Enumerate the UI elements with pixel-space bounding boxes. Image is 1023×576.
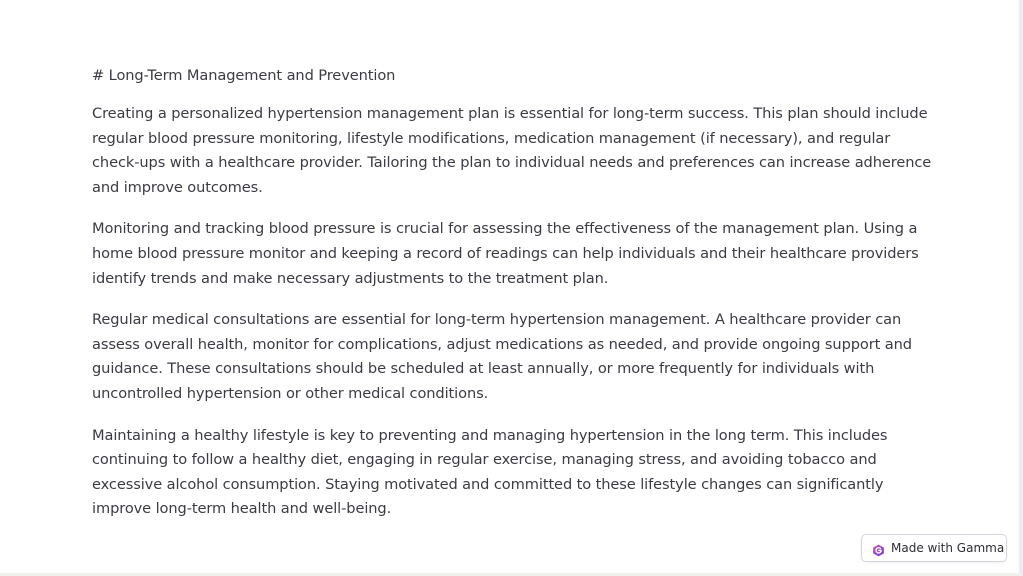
made-with-gamma-button[interactable]	[861, 534, 1007, 562]
slide-content	[92, 64, 934, 539]
viewport-right-edge	[1019, 0, 1023, 576]
gamma-logo-icon	[872, 542, 885, 555]
paragraph-consultations: Regular medical consultations are essential for long-term hypertension management. A healthcare provider can assess overall health, monitor for complications, adjust medications as needed, and provide ongoing support and guidance. These consultations should be scheduled at least annually, or more frequently for individuals with uncontrolled hypertension or other medical conditions.	[92, 311, 912, 402]
slide-heading: # Long-Term Management and Prevention	[92, 67, 396, 84]
made-with-gamma-label: Made with Gamma	[891, 541, 1005, 555]
paragraph-monitoring: Monitoring and tracking blood pressure is crucial for assessing the effectiveness of the management plan. Using a home blood pressure monitor and keeping a record of readings can help individuals and their healthcare providers identify trends and make necessary adjustments to the treatment plan.	[92, 220, 919, 287]
paragraph-management-plan: Creating a personalized hypertension management plan is essential for long-term success. This plan should include regular blood pressure monitoring, lifestyle modifications, medication management (if necessary), and regular check-ups with a healthcare provider. Tailoring the plan to individual needs and preferences can increase adherence and improve outcomes.	[92, 105, 932, 196]
paragraph-healthy-lifestyle: Maintaining a healthy lifestyle is key to preventing and managing hypertension in the long term. This includes continuing to follow a healthy diet, engaging in regular exercise, managing stress, and avoiding tobacco and excessive alcohol consumption. Staying motivated and committed to these lifestyle changes can significantly improve long-term health and well-being.	[92, 426, 888, 518]
